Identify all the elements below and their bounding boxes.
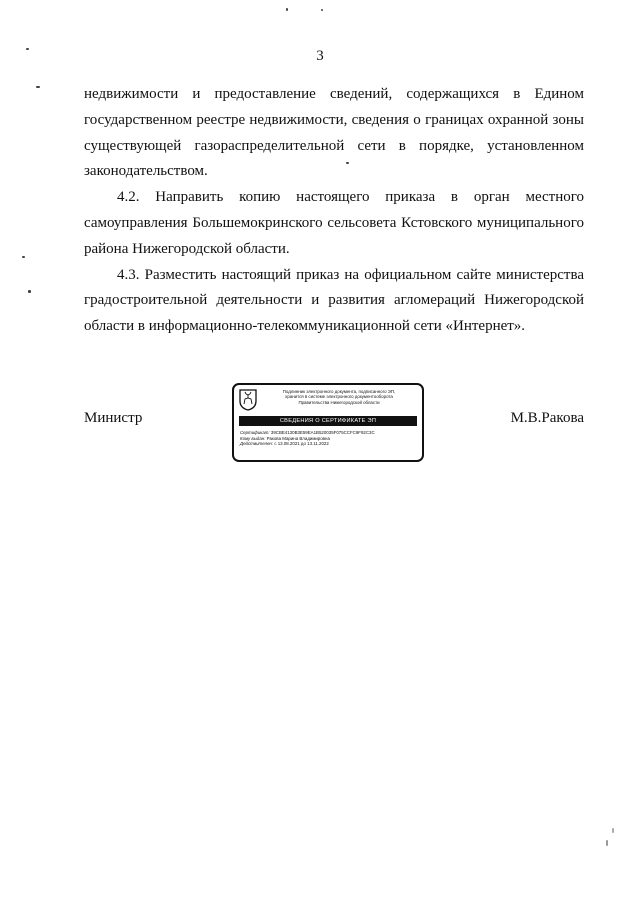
scan-speck	[28, 290, 31, 293]
electronic-signature-stamp	[232, 383, 424, 462]
stamp-caption	[260, 389, 418, 405]
page-number: 3	[316, 48, 324, 64]
validity-value: с 13.08.2021 до 13.11.2022	[274, 441, 329, 447]
stamp-caption-line: Подлинник электронного документа, подписанного ЭП,	[282, 389, 396, 394]
signatory-name: М.В.Ракова	[510, 410, 584, 426]
scan-speck	[612, 828, 614, 833]
certificate-label: Сертификат:	[240, 430, 270, 435]
validity-label: Действителен:	[240, 441, 274, 447]
scan-speck	[36, 86, 40, 88]
scan-speck	[606, 840, 608, 846]
scan-speck	[26, 48, 29, 50]
stamp-details	[240, 430, 418, 447]
scan-speck	[321, 9, 323, 11]
validity-row	[240, 441, 418, 447]
scan-speck	[346, 162, 349, 164]
paragraph-4-2: 4.2. Направить копию настоящего приказа в орган местного самоуправления Большемокринского сельсовета Кстовского муниципального района Нижегородской области.	[84, 189, 584, 257]
issued-to-value: Ракова Марина Владимировна	[266, 435, 330, 441]
signature-block	[84, 380, 584, 470]
document-body	[84, 82, 584, 340]
paragraph-4-3: 4.3. Разместить настоящий приказ на официальном сайте министерства градостроительной деятельности и развития агломераций Нижегородской области в информационно-телекоммуникационной сети «Интернет».	[84, 266, 584, 335]
stamp-caption-line: Правительства Нижегородской области	[298, 399, 380, 405]
certificate-value: 39CBE4130B3E59EA1B520035F075CCFC9F92C3C	[270, 430, 375, 435]
deer-emblem-icon	[239, 389, 257, 411]
scan-speck	[286, 8, 288, 11]
stamp-banner: СВЕДЕНИЯ О СЕРТИФИКАТЕ ЭП	[239, 416, 417, 426]
paragraph-continuation: недвижимости и предоставление сведений, содержащихся в Едином государственном реестре недвижимости, сведения о границах охранной зоны существующей газораспределительной сети в порядке, установленном законодательством.	[84, 86, 584, 180]
issued-to-label: Кому выдан:	[240, 435, 266, 441]
stamp-caption-line: хранится в системе электронного документооборота	[285, 394, 393, 400]
scan-speck	[22, 256, 25, 258]
signatory-position: Министр	[84, 410, 143, 426]
